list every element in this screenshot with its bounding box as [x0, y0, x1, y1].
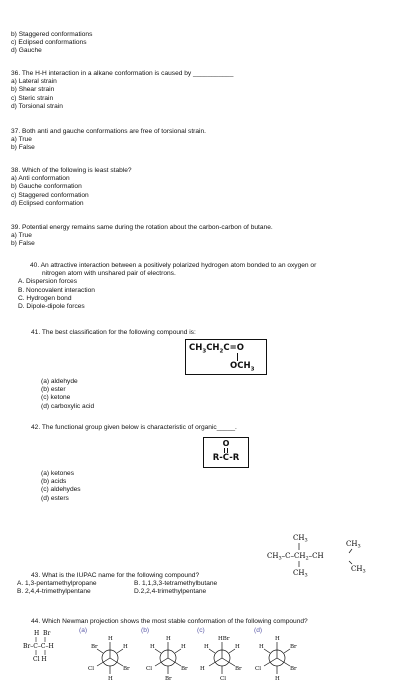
- option-b: b) False: [11, 144, 35, 152]
- question-43-option-d: D.2,2,4-trimethylpentane: [134, 588, 207, 595]
- option-a: a) True: [11, 136, 32, 144]
- dibromo-compound-structure: [21, 627, 71, 675]
- svg-text:Br: Br: [290, 644, 297, 650]
- formula-oxygen: O: [222, 439, 230, 448]
- ester-formula-box: [185, 339, 267, 375]
- question-38-text: 38. Which of the following is least stable?: [11, 167, 132, 174]
- svg-text:H: H: [150, 644, 155, 650]
- formula-top: $CH_3CH_2C=O$: [189, 343, 244, 355]
- svg-text:Br: Br: [91, 644, 98, 650]
- question-40: [18, 262, 417, 311]
- option-c: c) Eclipsed conformations: [11, 39, 87, 47]
- question-41-text: 41. The best classification for the following compound is:: [31, 329, 196, 336]
- bond-top-right: [349, 549, 352, 553]
- ch3-top-left: $CH_3$: [293, 534, 308, 544]
- newman-projection-c[interactable]: [198, 632, 252, 682]
- svg-text:Br: Br: [165, 676, 172, 682]
- svg-text:Br: Br: [235, 666, 242, 672]
- svg-text:Cl: Cl: [220, 676, 226, 682]
- svg-text:H: H: [123, 644, 128, 650]
- svg-text:Br: Br: [123, 666, 130, 672]
- question-36-text: 36. The H-H interaction in a alkane conformation is caused by ___________: [11, 70, 234, 77]
- option-b: b) Shear strain: [11, 86, 55, 94]
- option-a: a) True: [11, 232, 32, 240]
- question-43-option-a: A. 1,3-pentamethylpropane: [17, 580, 97, 587]
- ch3-bottom-right: $CH_3$: [351, 565, 366, 575]
- option-a: (a) aldehyde: [41, 378, 78, 385]
- newman-projection-a[interactable]: [86, 632, 140, 682]
- option-c: c) Steric strain: [11, 94, 54, 102]
- option-d: D. Dipole-dipole forces: [18, 303, 85, 311]
- svg-text:H: H: [181, 644, 186, 650]
- option-d: (d) esters: [41, 494, 69, 502]
- question-41-options: [41, 378, 417, 411]
- question-39: [11, 224, 417, 249]
- ketone-formula-box: [203, 437, 249, 468]
- question-37: [11, 128, 417, 153]
- formula-bottom: $OCH_3$: [230, 361, 255, 373]
- option-d: d) Torsional strain: [11, 102, 63, 110]
- question-38: [11, 167, 417, 208]
- svg-text:Cl: Cl: [146, 666, 152, 672]
- option-d: (d) carboxylic acid: [41, 402, 95, 410]
- atom-labels-middle: Br–C–C–H: [23, 643, 54, 650]
- option-d: d) Eclipsed conformation: [11, 199, 84, 207]
- question-43-option-b2: B. 2,4,4-trimethylpentane: [17, 588, 91, 595]
- option-c: (c) aldehydes: [41, 486, 81, 494]
- question-40-text-cont: nitrogen atom with unshared pair of electrons.: [42, 270, 176, 278]
- svg-text:Cl: Cl: [88, 666, 94, 672]
- bond-bottom-right: [349, 561, 352, 564]
- svg-text:H: H: [200, 666, 205, 672]
- svg-text:H: H: [204, 644, 209, 650]
- main-chain: $CH_3-C-CH_2-CH$: [267, 552, 324, 562]
- option-a: (a) ketones: [41, 470, 74, 477]
- formula-main: R-C-R: [212, 453, 240, 463]
- newman-projection-d[interactable]: [253, 632, 307, 682]
- svg-text:H: H: [166, 636, 171, 642]
- question-43-option-b: B. 1,1,3,3-tetramethylbutane: [134, 580, 218, 587]
- option-a: a) Lateral strain: [11, 78, 57, 86]
- option-b: b) Staggered conformations: [11, 31, 93, 38]
- question-43-text: 43. What is the IUPAC name for the following compound?: [31, 572, 200, 579]
- option-b: b) Gauche conformation: [11, 183, 82, 191]
- question-40-text: 40. An attractive interaction between a positively polarized hydrogen atom bonded to an oxygen or: [30, 262, 317, 269]
- svg-text:H: H: [108, 636, 113, 642]
- newman-projection-b[interactable]: [144, 632, 198, 682]
- option-d: d) Gauche: [11, 47, 42, 55]
- option-c: C. Hydrogen bond: [18, 294, 72, 302]
- option-b: (b) acids: [41, 478, 67, 486]
- svg-text:HBr: HBr: [218, 636, 230, 642]
- atom-labels-bottom: Cl H: [33, 656, 47, 663]
- option-b: (b) ester: [41, 386, 66, 394]
- option-label-a: (a): [79, 627, 88, 634]
- option-b: b) False: [11, 240, 35, 248]
- svg-text:Br: Br: [290, 666, 297, 672]
- atom-labels-top: H Br: [34, 630, 51, 637]
- option-c: (c) ketone: [41, 394, 71, 402]
- option-c: c) Staggered conformation: [11, 191, 89, 199]
- branched-alkane-structure: [263, 533, 383, 583]
- question-39-text: 39. Potential energy remains same during the rotation about the carbon-carbon of butane.: [11, 224, 273, 231]
- option-label-c: (c): [197, 627, 205, 634]
- svg-text:Br: Br: [181, 666, 188, 672]
- svg-text:H: H: [275, 636, 280, 642]
- option-a: a) Anti conformation: [11, 175, 70, 183]
- svg-text:H: H: [259, 644, 264, 650]
- svg-text:H: H: [108, 676, 113, 682]
- ch3-top-right: $CH_3$: [346, 540, 361, 550]
- svg-text:Cl: Cl: [255, 666, 261, 672]
- ch3-bottom-left: $CH_3$: [293, 569, 308, 579]
- question-42-options: [41, 470, 417, 503]
- svg-text:H: H: [235, 644, 240, 650]
- question-42-text: 42. The functional group given below is characteristic of organic_____.: [31, 424, 237, 431]
- option-label-b: (b): [141, 627, 150, 634]
- option-a: A. Dispersion forces: [18, 278, 77, 286]
- top-options: [11, 31, 417, 56]
- question-36: [11, 70, 417, 111]
- question-44-text: 44. Which Newman projection shows the most stable conformation of the following compound?: [31, 618, 308, 625]
- bond-line: [237, 353, 238, 361]
- svg-text:H: H: [275, 676, 280, 682]
- option-label-d: (d): [254, 627, 263, 634]
- option-b: B. Noncovalent interaction: [18, 286, 95, 294]
- question-37-text: 37. Both anti and gauche conformations are free of torsional strain.: [11, 128, 206, 135]
